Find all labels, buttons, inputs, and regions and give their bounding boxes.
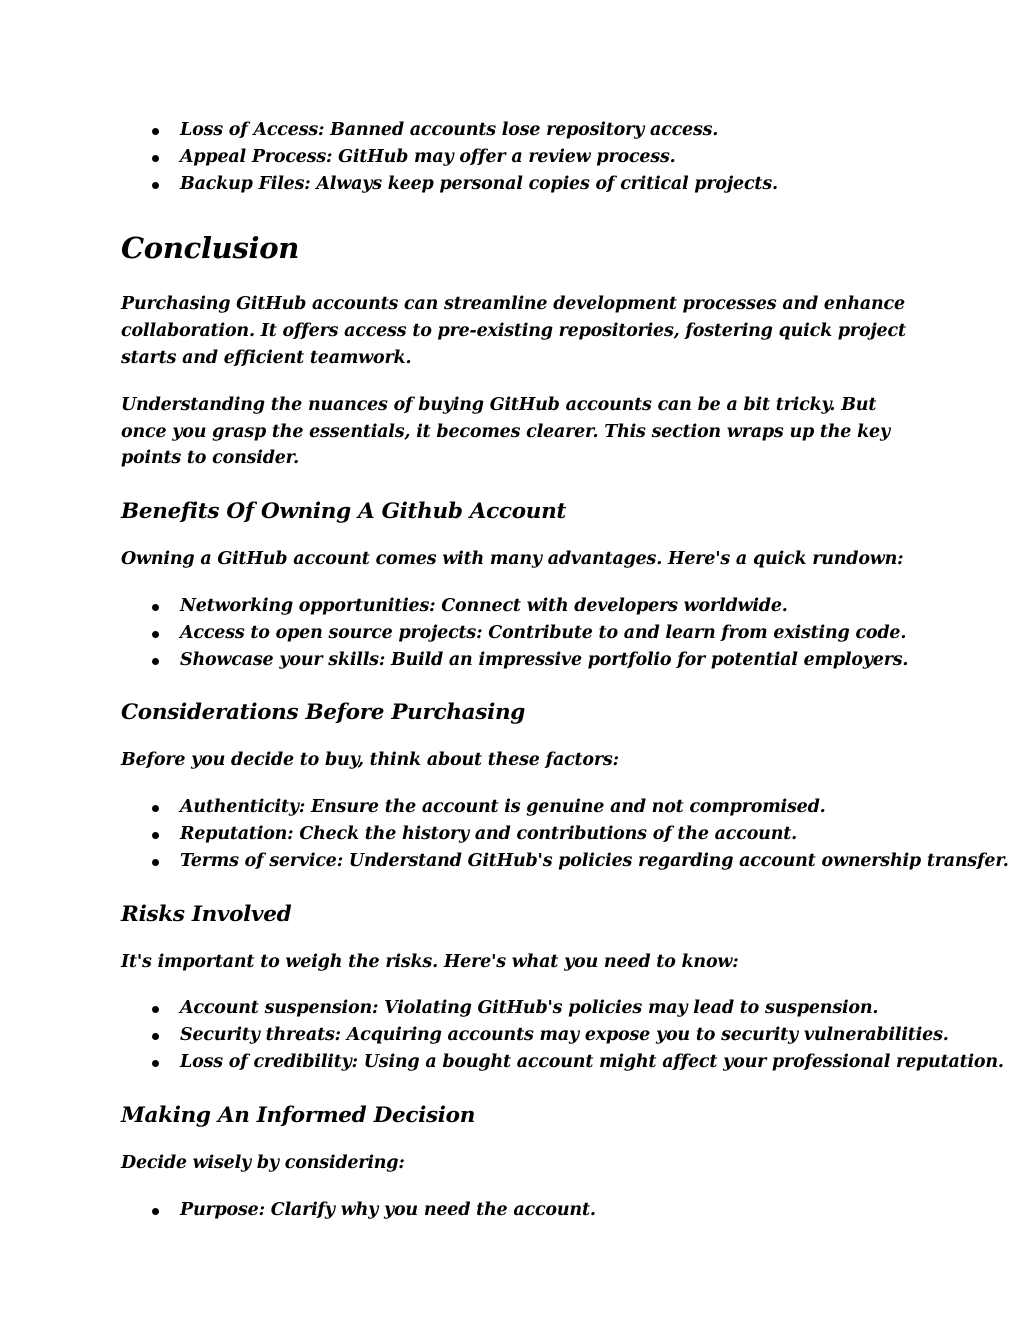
risks-bullet-list bbox=[121, 995, 1004, 1075]
section-intro: Before you decide to buy, think about these factors: bbox=[121, 750, 619, 771]
bullet-icon bbox=[152, 1208, 159, 1215]
list-item bbox=[121, 1049, 1004, 1076]
section-intro: Decide wisely by considering: bbox=[121, 1152, 405, 1173]
document-page bbox=[121, 117, 1009, 1223]
bullet-icon bbox=[152, 1060, 159, 1067]
section-heading-decision: Making An Informed Decision bbox=[121, 1102, 476, 1128]
list-item bbox=[121, 593, 921, 620]
benefits-bullet-list bbox=[121, 593, 921, 673]
list-item-text: Security threats: Acquiring accounts may expose you to security vulnerabilities. bbox=[180, 1025, 949, 1046]
bullet-icon bbox=[152, 832, 159, 839]
conclusion-paragraph: Understanding the nuances of buying GitHub accounts can be a bit tricky. But once you grasp the essentials, it becomes clearer. This section wraps up the key points to consider. bbox=[121, 394, 890, 469]
bullet-icon bbox=[152, 604, 159, 611]
list-item bbox=[121, 171, 921, 198]
list-item bbox=[121, 1197, 921, 1224]
list-item-text: Reputation: Check the history and contributions of the account. bbox=[180, 823, 797, 844]
list-item bbox=[121, 848, 1009, 875]
bullet-icon bbox=[152, 631, 159, 638]
list-item-text: Terms of service: Understand GitHub's policies regarding account ownership transfer. bbox=[180, 850, 1009, 871]
section-heading-risks: Risks Involved bbox=[121, 901, 292, 927]
considerations-bullet-list bbox=[121, 794, 1009, 874]
bullet-icon bbox=[152, 182, 159, 189]
list-item bbox=[121, 821, 921, 848]
section-heading-considerations: Considerations Before Purchasing bbox=[121, 700, 526, 726]
list-item-text: Networking opportunities: Connect with developers worldwide. bbox=[180, 595, 788, 616]
section-intro: Owning a GitHub account comes with many advantages. Here's a quick rundown: bbox=[121, 549, 904, 570]
list-item-text: Access to open source projects: Contribute to and learn from existing code. bbox=[180, 622, 907, 643]
list-item-text: Appeal Process: GitHub may offer a review process. bbox=[180, 146, 676, 167]
list-item-text: Loss of credibility: Using a bought account might affect your professional reputation. bbox=[180, 1051, 1004, 1072]
list-item-text: Authenticity: Ensure the account is genuine and not compromised. bbox=[180, 797, 826, 818]
list-item bbox=[121, 620, 921, 647]
list-item-text: Showcase your skills: Build an impressive portfolio for potential employers. bbox=[180, 649, 909, 670]
list-item bbox=[121, 794, 921, 821]
conclusion-heading: Conclusion bbox=[121, 231, 300, 266]
list-item bbox=[121, 144, 921, 171]
bullet-icon bbox=[152, 805, 159, 812]
section-heading-benefits: Benefits Of Owning A Github Account bbox=[121, 499, 567, 525]
bullet-icon bbox=[152, 1006, 159, 1013]
bullet-icon bbox=[152, 658, 159, 665]
bullet-icon bbox=[152, 859, 159, 866]
list-item bbox=[121, 117, 921, 144]
list-item bbox=[121, 647, 921, 674]
intro-bullet-list bbox=[121, 117, 921, 197]
decision-bullet-list bbox=[121, 1197, 921, 1224]
list-item-text: Account suspension: Violating GitHub's policies may lead to suspension. bbox=[180, 998, 879, 1019]
list-item-text: Backup Files: Always keep personal copies of critical projects. bbox=[180, 173, 778, 194]
list-item-text: Purpose: Clarify why you need the account. bbox=[180, 1199, 596, 1220]
bullet-icon bbox=[152, 1033, 159, 1040]
bullet-icon bbox=[152, 128, 159, 135]
list-item bbox=[121, 1022, 949, 1049]
list-item-text: Loss of Access: Banned accounts lose repository access. bbox=[180, 120, 719, 140]
list-item bbox=[121, 995, 921, 1022]
conclusion-paragraph: Purchasing GitHub accounts can streamline development processes and enhance collaboration. It offers access to pre-existing repositories, fostering quick project starts and efficient teamwork. bbox=[121, 294, 906, 368]
bullet-icon bbox=[152, 155, 159, 162]
section-intro: It's important to weigh the risks. Here's what you need to know: bbox=[121, 951, 739, 972]
